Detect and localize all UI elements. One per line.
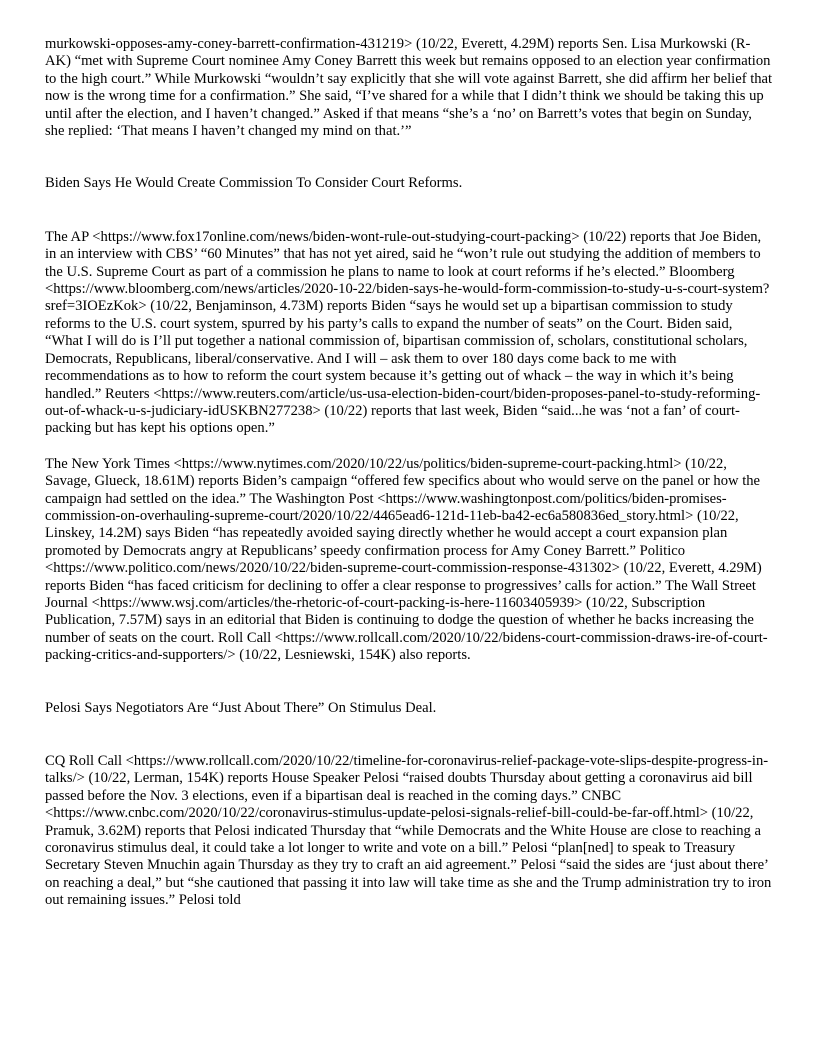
biden-ap-paragraph: The AP <https://www.fox17online.com/news/biden-wont-rule-out-studying-court-packing> (10/22) reports that Joe Biden, in an interview with CBS’ “60 Minutes” that has not yet aired, said he “won’t rule out studying the addition of members to the U.S. Supreme Court as part of a commission he plans to name to look at court reforms if he’s elected.” Bloomberg <https://www.bloomberg.com/news/articles/2020-10-22/biden-says-he-would-form-commission-to-study-u-s-court-system?sref=3IOEzKok> (10/22, Benjaminson, 4.73M) reports Biden “says he would set up a bipartisan commission to study reforms to the U.S. court system, spurred by his party’s calls to expand the number of seats” on the Court. Biden said, “What I will do is I’ll put together a national commission of, bipartisan commission of, scholars, constitutional scholars, Democrats, Republicans, liberal/conservative. And I will – ask them to over 180 days come back to me with recommendations as to how to reform the court system because it’s getting out of whack – the way in which it’s being handled.” Reuters <https://www.reuters.com/article/us-usa-election-biden-court/biden-proposes-panel-to-study-reforming-out-of-whack-u-s-judiciary-idUSKBN277238> (10/22) reports that last week, Biden “said...he was ‘not a fan’ of court-packing but has kept his options open.”	[45, 228, 770, 437]
pelosi-cq-paragraph: CQ Roll Call <https://www.rollcall.com/2020/10/22/timeline-for-coronavirus-relief-package-vote-slips-despite-progress-in-talks/> (10/22, Lerman, 154K) reports House Speaker Pelosi “raised doubts Thursday about getting a coronavirus aid bill passed before the Nov. 3 elections, even if a bipartisan deal is reached in the coming days.” CNBC <https://www.cnbc.com/2020/10/22/coronavirus-stimulus-update-pelosi-signals-relief-bill-could-be-far-off.html> (10/22, Pramuk, 3.62M) reports that Pelosi indicated Thursday that “while Democrats and the White House are close to reaching a coronavirus stimulus deal, it could take a lot longer to write and vote on a bill.” Pelosi “plan[ned] to speak to Treasury Secretary Steven Mnuchin again Thursday as they try to craft an aid agreement.” Pelosi “said the sides are ‘just about there’ on reaching a deal,” but “she cautioned that passing it into law will take time as she and the Trump administration try to iron out remaining issues.” Pelosi told	[45, 753, 772, 909]
murkowski-paragraph: murkowski-opposes-amy-coney-barrett-confirmation-431219> (10/22, Everett, 4.29M) reports Sen. Lisa Murkowski (R-AK) “met with Supreme Court nominee Amy Coney Barrett this week but remains opposed to an election year confirmation to the high court.” While Murkowski “wouldn’t say explicitly that she will vote against Barrett, she did affirm her belief that now is the wrong time for a confirmation.” She said, “I’ve shared for a while that I didn’t think we should be taking this up until after the election, and I haven’t changed.” Asked if that means “she’s a ‘no’ on Barrett’s votes that begin on Sunday, she replied: ‘That means I haven’t changed my mind on that.’”	[45, 36, 773, 140]
pelosi-stimulus-heading: Pelosi Says Negotiators Are “Just About There” On Stimulus Deal.	[45, 699, 437, 716]
biden-commission-heading: Biden Says He Would Create Commission To Consider Court Reforms.	[45, 175, 463, 192]
biden-nyt-paragraph: The New York Times <https://www.nytimes.com/2020/10/22/us/politics/biden-supreme-court-packing.html> (10/22, Savage, Glueck, 18.61M) reports Biden’s campaign “offered few specifics about who would serve on the panel or how the campaign had settled on the idea.” The Washington Post <https://www.washingtonpost.com/politics/biden-promises-commission-on-overhauling-supreme-court/2020/10/22/4465ead6-121d-11eb-ba42-ec6a580836ed_story.html> (10/22, Linskey, 14.2M) says Biden “has repeatedly avoided saying directly whether he would accept a court expansion plan promoted by Democrats angry at Republicans’ speedy confirmation process for Amy Coney Barrett.” Politico <https://www.politico.com/news/2020/10/22/biden-supreme-court-commission-response-431302> (10/22, Everett, 4.29M) reports Biden “has faced criticism for declining to offer a clear response to progressives’ calls for action.” The Wall Street Journal <https://www.wsj.com/articles/the-rhetoric-of-court-packing-is-here-11603405939> (10/22, Subscription Publication, 7.57M) says in an editorial that Biden is continuing to dodge the question of whether he backs increasing the number of seats on the court. Roll Call <https://www.rollcall.com/2020/10/22/bidens-court-commission-draws-ire-of-court-packing-critics-and-supporters/> (10/22, Lesniewski, 154K) also reports.	[45, 455, 768, 664]
document-page	[45, 36, 773, 910]
